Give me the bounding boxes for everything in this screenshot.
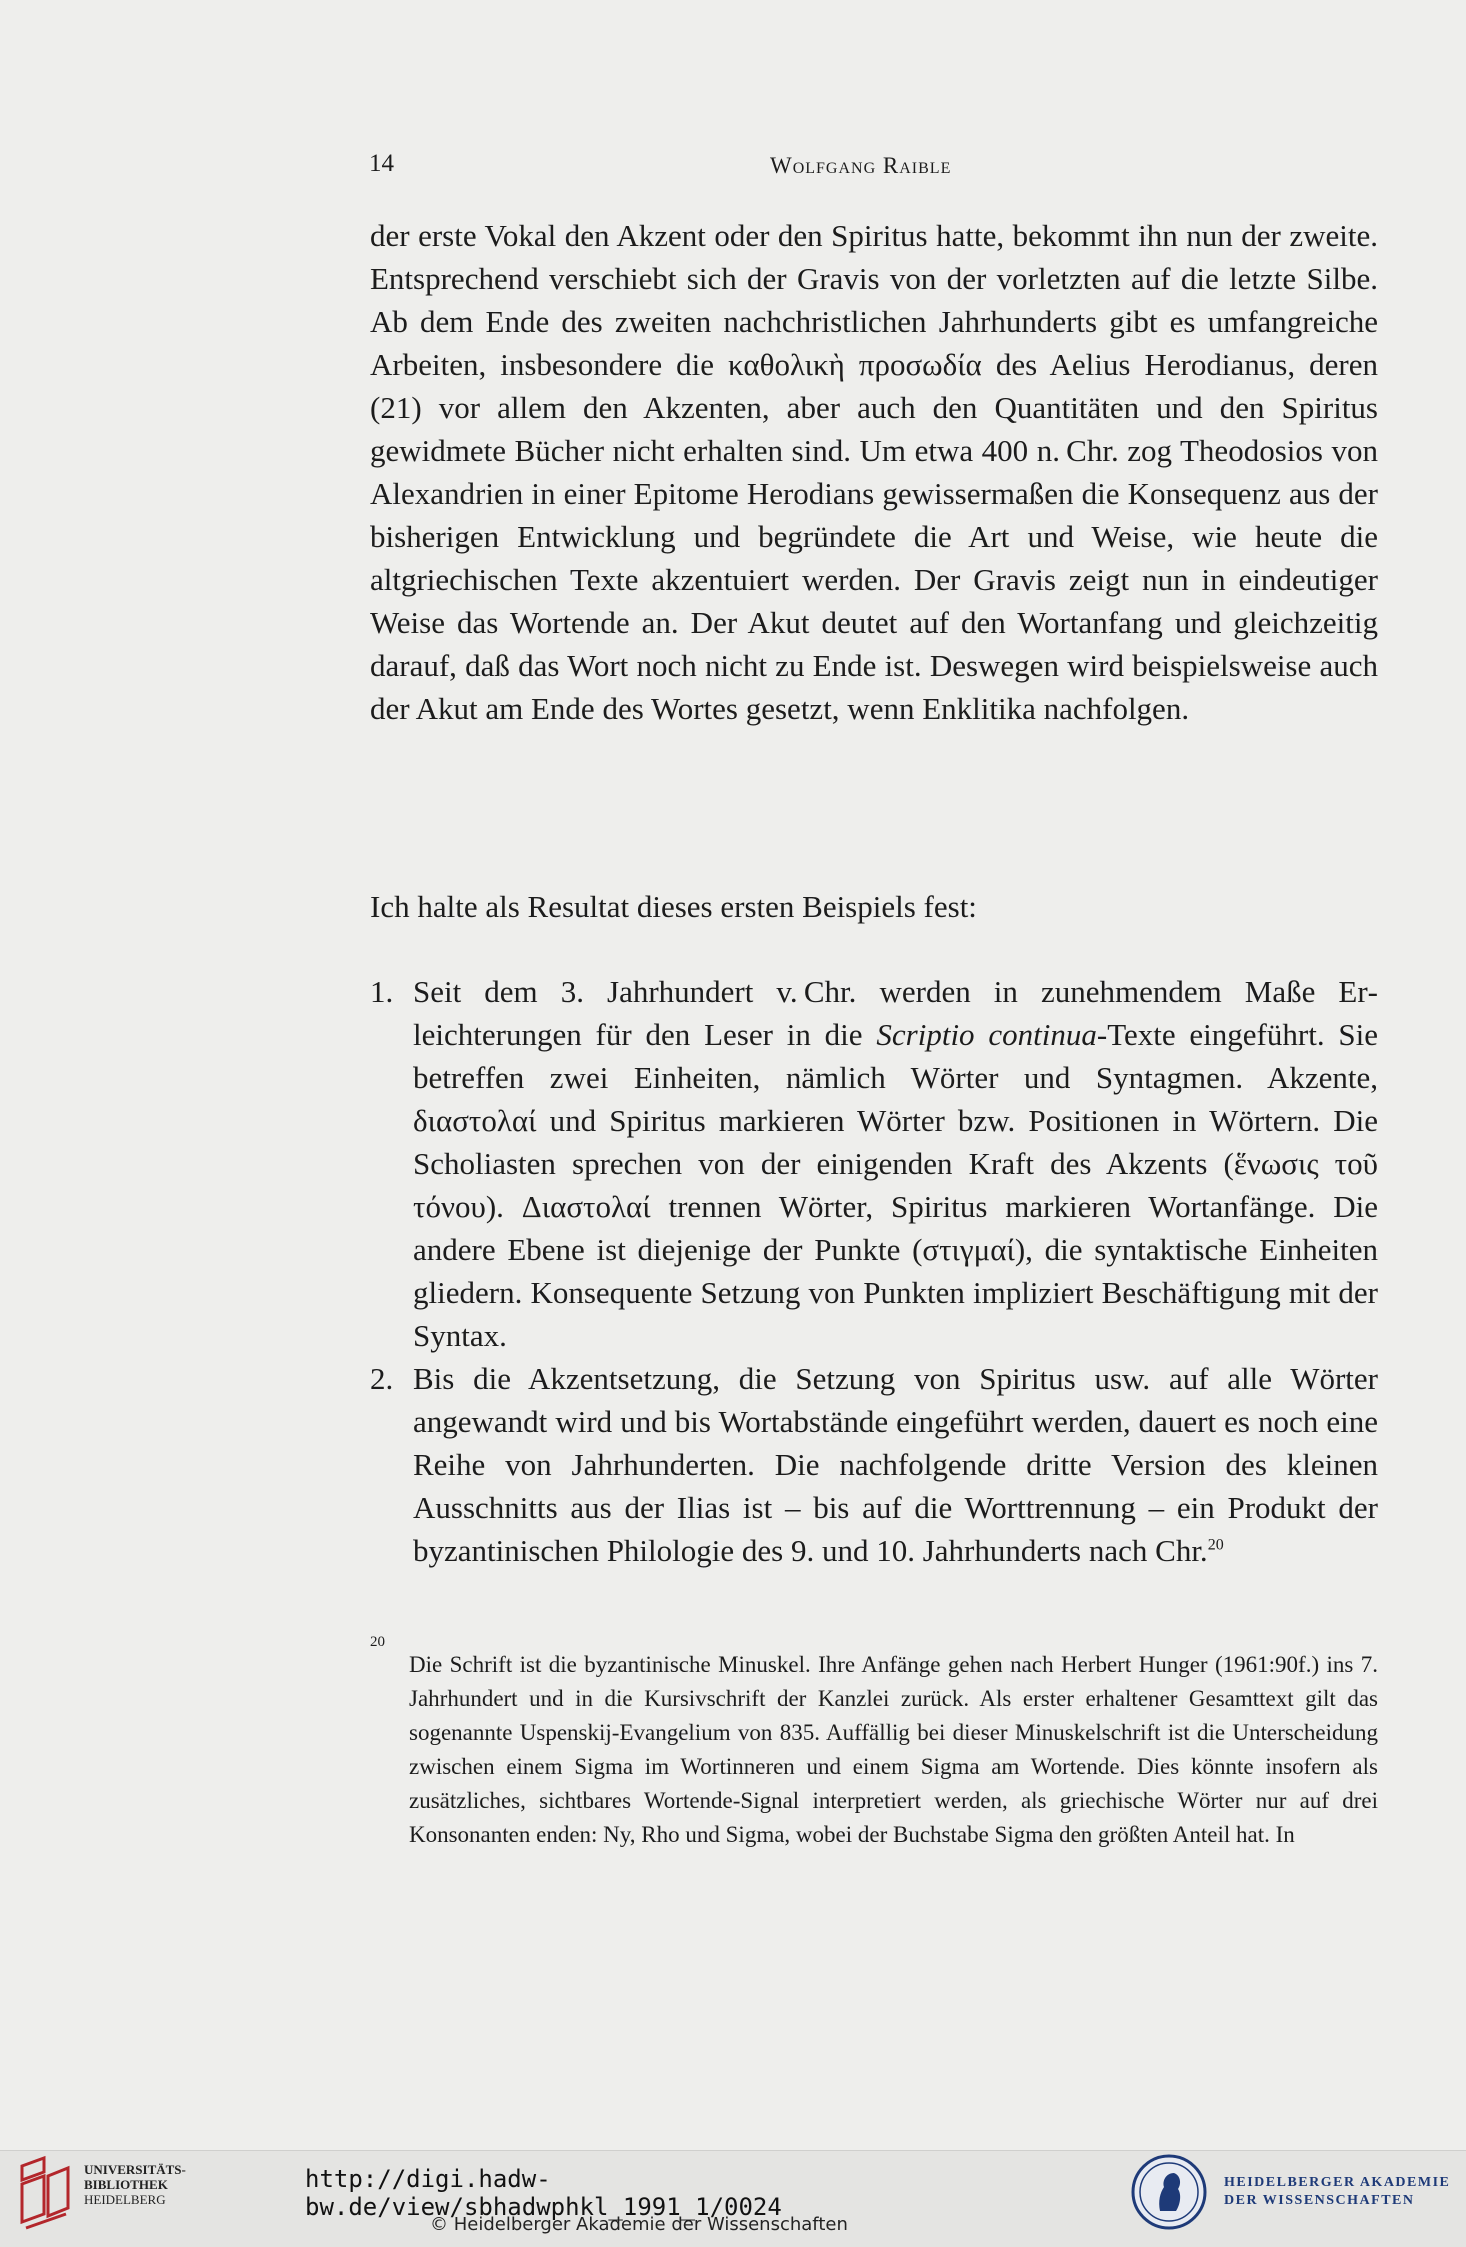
- results-list: [370, 970, 1378, 1572]
- list-item-number: 2.: [370, 1361, 394, 1396]
- body-paragraph: Ich halte als Resultat dieses ersten Beispiels fest:: [370, 889, 977, 924]
- body-paragraph: [370, 214, 1378, 730]
- greek-term: διαστολαί: [413, 1103, 537, 1138]
- text-run: Seit dem 3. Jahrhundert v. Chr. werden in zunehmendem Maße Erleichterungen für den Leser in die: [413, 974, 1378, 1052]
- text-run: ), die syntaktische Einheiten gliedern. Konsequente Setzung von Punkten impliziert Beschäftigung mit der Syntax.: [413, 1232, 1378, 1353]
- list-item: [370, 1357, 1378, 1572]
- text-run: ).: [485, 1189, 522, 1224]
- library-line: BIBLIOTHEK: [84, 2177, 168, 2192]
- ub-heidelberg-logo-icon[interactable]: [14, 2152, 76, 2236]
- greek-term: ἕνωσις τοῦ τόνου: [413, 1146, 1378, 1224]
- library-line: UNIVERSITÄTS-: [84, 2162, 186, 2177]
- list-item: [370, 970, 1378, 1357]
- academy-line: HEIDELBERGER AKADEMIE: [1224, 2175, 1451, 2190]
- page-number: 14: [369, 150, 394, 177]
- academy-seal-icon[interactable]: [1130, 2153, 1208, 2231]
- greek-term: Διαστολαί: [521, 1189, 651, 1224]
- text-run: des Aelius Herodianus, deren (21) vor allem den Akzenten, aber auch den Quantitäten und den Spiritus gewidmete Bücher nicht erhalten sind. Um etwa 400 n. Chr. zog Theodosios von Alexandrien in einer Epitome Herodians gewissermaßen die Konsequenz aus der bisherigen Entwicklung und begründete die Art und Weise, wie heute die altgriechischen Texte akzentuiert werden. Der Gravis zeigt nun in eindeutiger Weise das Wortende an. Der Akut deutet auf den Wortanfang und gleichzeitig darauf, daß das Wort noch nicht zu Ende ist. Deswegen wird beispielsweise auch der Akut am Ende des Wortes gesetzt, wenn Enklitika nachfolgen.: [370, 347, 1378, 726]
- greek-term: στιγμαί: [922, 1232, 1015, 1267]
- academy-line: DER WISSENSCHAFTEN: [1224, 2193, 1415, 2208]
- greek-term: καθολικὴ προσωδία: [728, 347, 982, 382]
- italic-term: Scriptio continua: [876, 1017, 1097, 1052]
- academy-name: [1224, 2174, 1450, 2210]
- text-run: trennen Wörter, Spiritus markieren Wortanfänge. Die andere Ebene ist diejenige der Punkte (: [413, 1189, 1379, 1267]
- text-run: Bis die Akzentsetzung, die Setzung von Spiritus usw. auf alle Wörter angewandt wird und bis Wortabstände eingeführt werden, dauert es noch eine Reihe von Jahrhunderten. Die nachfolgende dritte Version des kleinen Ausschnitts aus der Ilias ist – bis auf die Worttrennung – ein Produkt der byzantinischen Philologie des 9. und 10. Jahrhunderts nach Chr.: [413, 1361, 1378, 1568]
- running-head: Wolfgang Raible: [770, 153, 952, 178]
- source-url-link[interactable]: http://digi.hadw-bw.de/view/sbhadwphkl_1991_1/0024: [305, 2165, 782, 2221]
- library-line: HEIDELBERG: [84, 2192, 166, 2207]
- footnote-text: Die Schrift ist die byzantinische Minuskel. Ihre Anfänge gehen nach Herbert Hunger (1961:90f.) ins 7. Jahrhundert und in die Kursivschrift der Kanzlei zurück. Als erster erhaltener Gesamttext gilt das sogenannte Uspenskij-Evangelium von 835. Auffällig bei dieser Minuskelschrift ist die Unterscheidung zwischen einem Sigma im Wortinneren und einem Sigma am Wortende. Dies könnte insofern als zusätzliches, sichtbares Wortende-Signal interpretiert werden, als griechische Wörter nur auf drei Konsonanten enden: Ny, Rho und Sigma, wobei der Buchstabe Sigma den größten Anteil hat. In: [409, 1652, 1378, 1847]
- copyright-notice: © Heidelberger Akademie der Wissenschaften: [430, 2214, 848, 2235]
- footnote: 20 Die Schrift ist die byzantinische Minuskel. Ihre Anfänge gehen nach Herbert Hunger (1961:90f.) ins 7. Jahrhundert und in die Kursivschrift der Kanzlei zurück. Als erster erhaltener Gesamttext gilt das sogenannte Uspenskij-Evangelium von 835. Auffällig bei dieser Minuskelschrift ist die Unterscheidung zwischen einem Sigma im Wortinneren und einem Sigma am Wortende. Dies könnte insofern als zusätzliches, sichtbares Wortende-Signal interpretiert werden, als griechische Wörter nur auf drei Konsonanten enden: Ny, Rho und Sigma, wobei der Buchstabe Sigma den größten Anteil hat. In: [370, 1648, 1378, 1852]
- text-run: der erste Vokal den Akzent oder den Spiritus hatte, bekommt ihn nun der zweite. Entsprechend verschiebt sich der Gravis von der vorletzten auf die letzte Silbe. Ab dem Ende des zweiten nachchristlichen Jahrhunderts gibt es umfangreiche Arbeiten, insbesondere die: [370, 218, 1378, 382]
- footnote-reference[interactable]: 20: [1207, 1536, 1224, 1554]
- library-name: [84, 2162, 186, 2207]
- text-run: und Spiritus markieren Wörter bzw. Positionen in Wörtern. Die Scholiasten sprechen von der einigenden Kraft des Akzents (: [413, 1103, 1378, 1181]
- text-run: -Texte eingeführt. Sie betreffen zwei Einheiten, nämlich Wörter und Syntagmen. Akzente,: [413, 1017, 1379, 1095]
- list-item-number: 1.: [370, 974, 394, 1009]
